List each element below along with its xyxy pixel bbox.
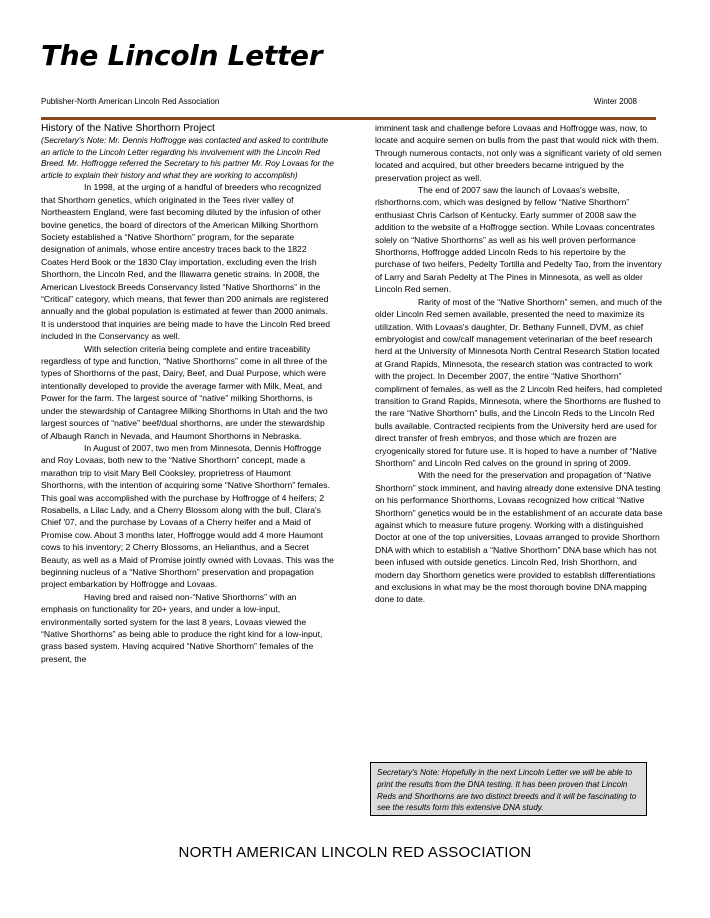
paragraph-4: Having bred and raised non-“Native Shorthorns” with an emphasis on functionality for 20+ years, and under a low-input, environmentally sorted system for the last 8 years, Lovaas viewed the “Native Shorthorns” as being able to produce the right kind for a low-input, grass based system. Having acquired “Native Shorthorn” females of the present, the [41, 591, 323, 664]
publisher-name: Publisher-North American Lincoln Red Association [41, 97, 220, 106]
intro-note: (Secretary's Note: Mr. Dennis Hoffrogge was contacted and asked to contribute an article to the Lincoln Letter regarding his involvement with the Lincoln Red Breed. Mr. Hoffrogge referred the Secretary to his partner Mr. Roy Lovaas for the article to explain their history and what they are working to accomplish) [41, 136, 334, 180]
paragraph-5: The end of 2007 saw the launch of Lovaas's website, rlshorthorns.com, which was designed by fellow “Native Shorthorn” enthusiast Chris Carlson of Kentucky. Early summer of 2008 saw the addition to the website of a Hoffrogge section. While Lovaas concentrates solely on “Native Shorthorns” as well as his well proven performance Shorthorns, Hoffrogge added Lincoln Reds to his repertoire by the purchase of two heifers, Pedelty Tortilla and Pedelty Tao, from the inventory of Larry and Sarah Pedelty at The Pines in Minnesota, as well as older Lincoln Red semen. [375, 185, 662, 295]
issue-date: Winter 2008 [593, 97, 637, 106]
paragraph-3: In August of 2007, two men from Minnesota, Dennis Hoffrogge and Roy Lovaas, both new to the “Native Shorthorn” concept, made a marathon trip to visit Mary Bell Cooksley, proprietress of Haumont Shorthorns, with the intention of acquiring some “Native Shorthorn” females. This goal was accomplished with the purchase by Hoffrogge of 4 heifers; 2 Rosabells, a Lilac Lady, and a Cherry Blossom along with the bull, Clara's Chief '07, and the purchase by Lovaas of a Cherry heifer and a Maid of Promise cow. About 3 months later, Hoffrogge would add 4 more Haumont cows to his inventory; 2 Cherry Blossoms, an Helianthus, and a Secret Beauty, as well as a Maid of Promise jointly owned with Lovaas. This was the beginning nucleus of a “Native Shorthorn” preservation and propagation project embarkation by Hoffrogge and Lovaas. [41, 442, 334, 590]
header-rule [41, 117, 656, 120]
publisher-row [41, 97, 637, 106]
right-column [375, 122, 663, 606]
paragraph-1: In 1998, at the urging of a handful of breeders who recognized that Shorthorn genetics, which originated in the Tees river valley of Northeastern England, were fast becoming diluted by the infusion of other bovine genetics, the board of directors of the American Milking Shorthorn Society established a “Native Shorthorn” program, for the separate designation of animals, whose entire ancestry traces back to the 1822 Coates Herd Book or the 1830 Clay importation, excluding even the Irish Shorthorn, the Lincoln Red, and the Illawarra genetic strains. In 2008, the American Livestock Breeds Conservancy listed “Native Shorthorns” in the “Critical” category, which means, that fewer than 200 animals are registered annually and the global population is estimated at fewer than 2000 animals. It is understood that inquiries are being made to have the Lincoln Red breed included in the Conservancy as well. [41, 182, 331, 342]
secretary-note-box: Secretary's Note: Hopefully in the next Lincoln Letter we will be able to print the results from the DNA testing. It has been proven that Lincoln Reds and Shorthorns are two distinct breeds and it will be fascinating to see the results form this extensive DNA study. [370, 762, 647, 816]
paragraph-2: With selection criteria being complete and entire traceability regardless of type and function, “Native Shorthorns” come in all three of the types of Shorthorns of the past, Dairy, Beef, and Dual Purpose, which were intentionally developed to provide the average farmer with Milk, Meat, and Power for the farm. The largest source of “native” milking Shorthorns, is under the stewardship of Cantagree Milking Shorthorns in Utah and the two largest sources of “native” beef/dual shorthorns, are under the stewardship of Albaugh Ranch in Nevada, and Haumont Shorthorns in Nebraska. [41, 343, 328, 441]
paragraph-6: Rarity of most of the “Native Shorthorn” semen, and much of the older Lincoln Red semen available, presented the need to maximize its utilization. With Lovaas's daughter, Dr. Bethany Funnell, DVM, as chief embryologist and cow/calf management veterinarian of the beef research herd at the University of Minnesota North Central Research Station located at Grand Rapids, Minnesota, the research station was contracted to work with the project. In December 2007, the entire “Native Shorthorn” compliment of females, as well as the 2 Lincoln Red heifers, had completed transition to Grand Rapids, Minnesota, where the Shorthorns are flushed to the rare “Native Shorthorn” bulls, and the Lincoln Reds to the Lincoln Red bulls available. Contracted recipients from the University herd are used for direct transfer of fresh embryos, and those which are frozen are cryogenically stored for future use. It is hoped to have a number of “Native Shorthorn” and Lincoln Red calves on the ground in spring of 2009. [375, 296, 663, 468]
article-title: History of the Native Shorthorn Project [41, 123, 215, 134]
newsletter-title: The Lincoln Letter [41, 39, 323, 72]
paragraph-7: With the need for the preservation and propagation of “Native Shorthorn” stock imminent, and having already done extensive DNA testing on his performance Shorthorns, Lovaas recognized how critical “Native Shorthorn” genetics would be in the establishment of an accurate data base against which to measure future progeny. Working with a distinguished Doctor at one of the top universities, Lovaas arranged to provide Shorthorn DNA with which to establish a “Native Shorthorn” DNA base which has not been infused with outside genetics. Lincoln Red, Irish Shorthorn, and modern day Shorthorn genetics were provided to establish differentiations and exclusions in what may be the most thorough bovine DNA mapping done to date. [375, 470, 663, 605]
paragraph-4-continued: imminent task and challenge before Lovaas and Hoffrogge was, now, to locate and acquire semen on bulls from the past that would nick with them. Through numerous contacts, not only was a significant variety of old semen located and acquired, but other breeders became intrigued by the preservation project as well. [375, 123, 662, 183]
left-column [41, 122, 334, 665]
footer-association-name: NORTH AMERICAN LINCOLN RED ASSOCIATION [178, 844, 532, 861]
